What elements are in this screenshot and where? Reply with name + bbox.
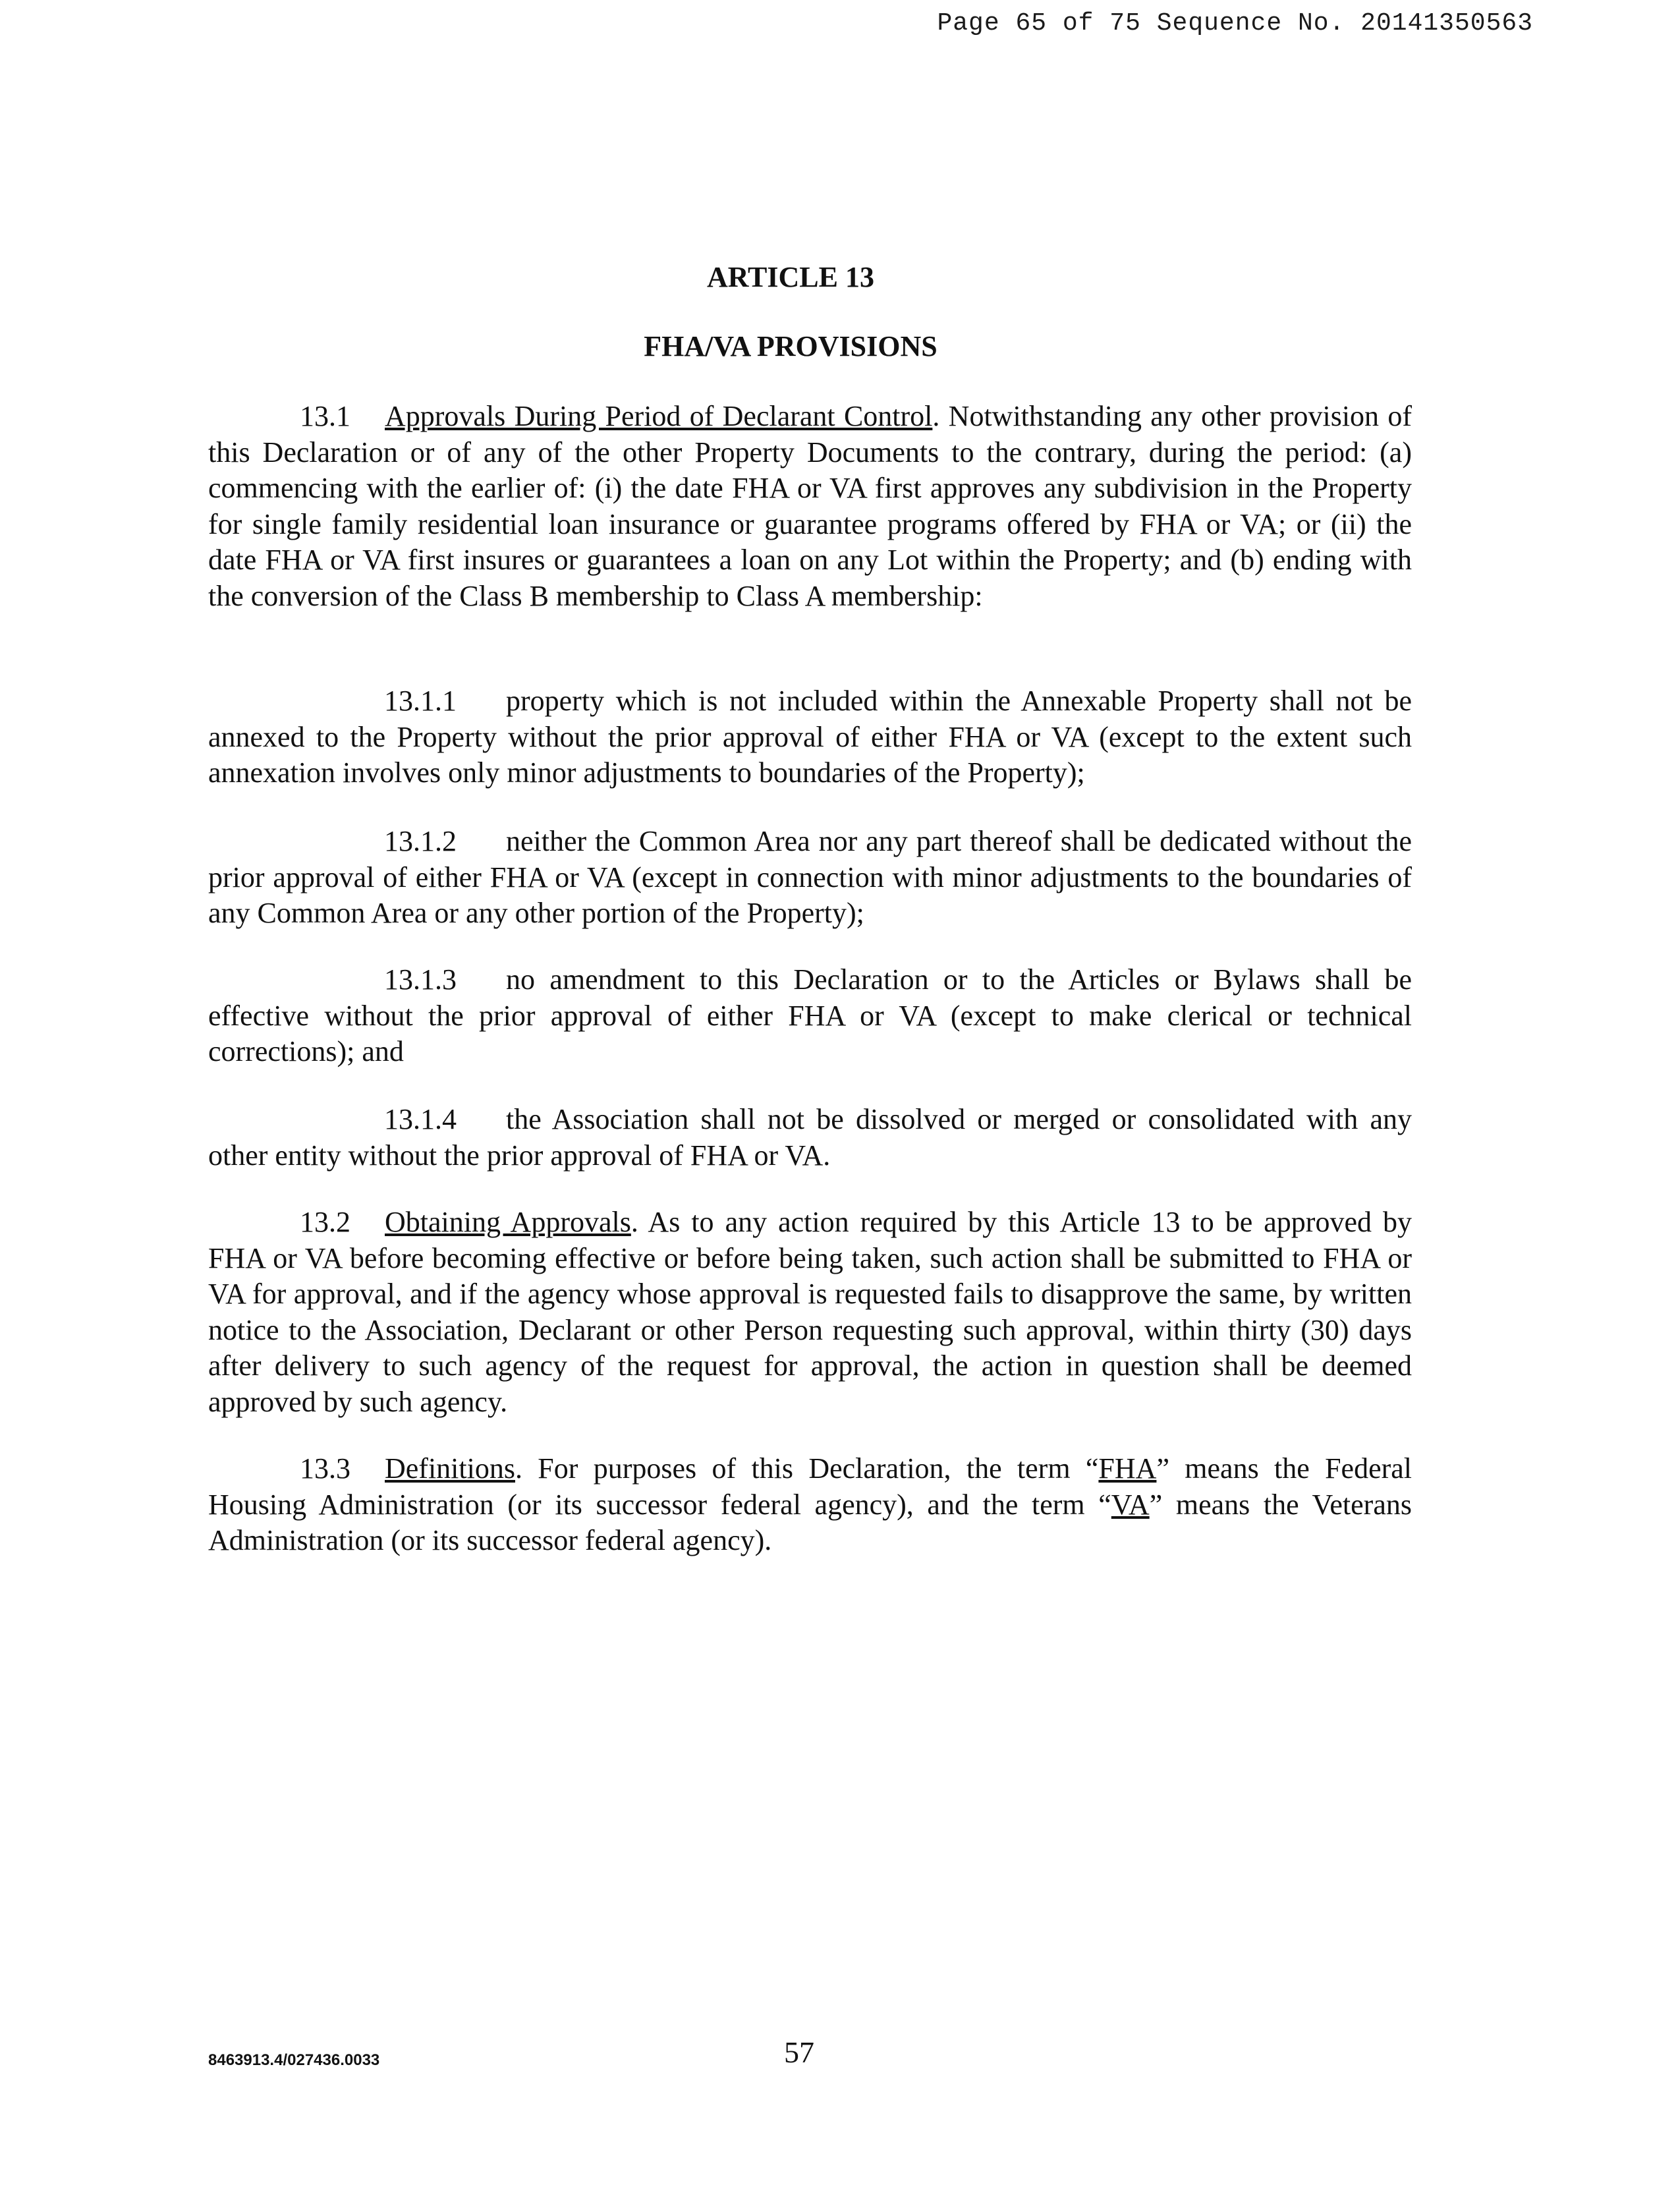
section-13-1-2 (208, 824, 1412, 932)
page-number: 57 (784, 2035, 814, 2069)
section-13-1-3 (208, 962, 1412, 1070)
section-13-3 (208, 1451, 1412, 1559)
section-13-1 (208, 399, 1412, 614)
document-id: 8463913.4/027436.0033 (208, 2051, 380, 2069)
section-text: property which is not included within the Annexable Property shall not be annexed to the Property without the prior approval of either FHA or VA (except to the extent such annexation involves only minor adjustments to boundaries of the Property); (208, 685, 1412, 789)
section-text: ” means the Veterans Administration (or its successor federal agency). (208, 1488, 1412, 1556)
section-13-2 (208, 1205, 1412, 1420)
section-13-1-4 (208, 1102, 1412, 1174)
section-number: 13.1.4 (384, 1103, 457, 1135)
section-number: 13.1.1 (384, 685, 457, 717)
section-number: 13.3 (300, 1452, 350, 1485)
section-number: 13.1.2 (384, 825, 457, 857)
section-heading-end: . (932, 400, 940, 432)
section-number: 13.2 (300, 1206, 350, 1238)
section-text: For purposes of this Declaration, the term “ (522, 1452, 1099, 1485)
section-heading-end: . (515, 1452, 522, 1485)
section-text: no amendment to this Declaration or to the Articles or Bylaws shall be effective without the prior approval of either FHA or VA (except to make clerical or technical corrections); and (208, 963, 1412, 1067)
defined-term-va: VA (1111, 1488, 1150, 1521)
section-text: As to any action required by this Article 13 to be approved by FHA or VA before becoming effective or before being taken, such action shall be submitted to FHA or VA for approval, and if the agency whose approval is requested fails to disapprove the same, by written notice to the Association, Declarant or other Person requesting such approval, within thirty (30) days after delivery to such agency of the request for approval, the action in question shall be deemed approved by such agency. (208, 1206, 1412, 1418)
article-subtitle: FHA/VA PROVISIONS (644, 330, 937, 362)
section-heading: Approvals During Period of Declarant Control (385, 400, 933, 432)
section-heading: Obtaining Approvals (385, 1206, 631, 1238)
section-number: 13.1 (300, 400, 350, 432)
section-text: ” means the Federal Housing Administration (or its successor federal agency), and the term “ (208, 1452, 1412, 1521)
article-title: ARTICLE 13 (707, 261, 874, 293)
section-text: the Association shall not be dissolved or merged or consolidated with any other entity without the prior approval of FHA or VA. (208, 1103, 1412, 1172)
defined-term-fha: FHA (1098, 1452, 1157, 1485)
section-text: neither the Common Area nor any part thereof shall be dedicated without the prior approval of either FHA or VA (except in connection with minor adjustments to the boundaries of any Common Area or any other portion of the Property); (208, 825, 1412, 929)
page-sequence-stamp: Page 65 of 75 Sequence No. 20141350563 (937, 9, 1533, 38)
section-heading-end: . (630, 1206, 638, 1238)
section-number: 13.1.3 (384, 963, 457, 996)
section-text: Notwithstanding any other provision of this Declaration or of any of the other Property Documents to the contrary, during the period: (a) commencing with the earlier of: (i) the date FHA or VA first approves any subdivision in the Property for single family residential loan insurance or guarantee programs offered by FHA or VA; or (ii) the date FHA or VA first insures or guarantees a loan on any Lot within the Property; and (b) ending with the conversion of the Class B membership to Class A membership: (208, 400, 1412, 612)
section-heading: Definitions (385, 1452, 515, 1485)
section-13-1-1 (208, 683, 1412, 791)
